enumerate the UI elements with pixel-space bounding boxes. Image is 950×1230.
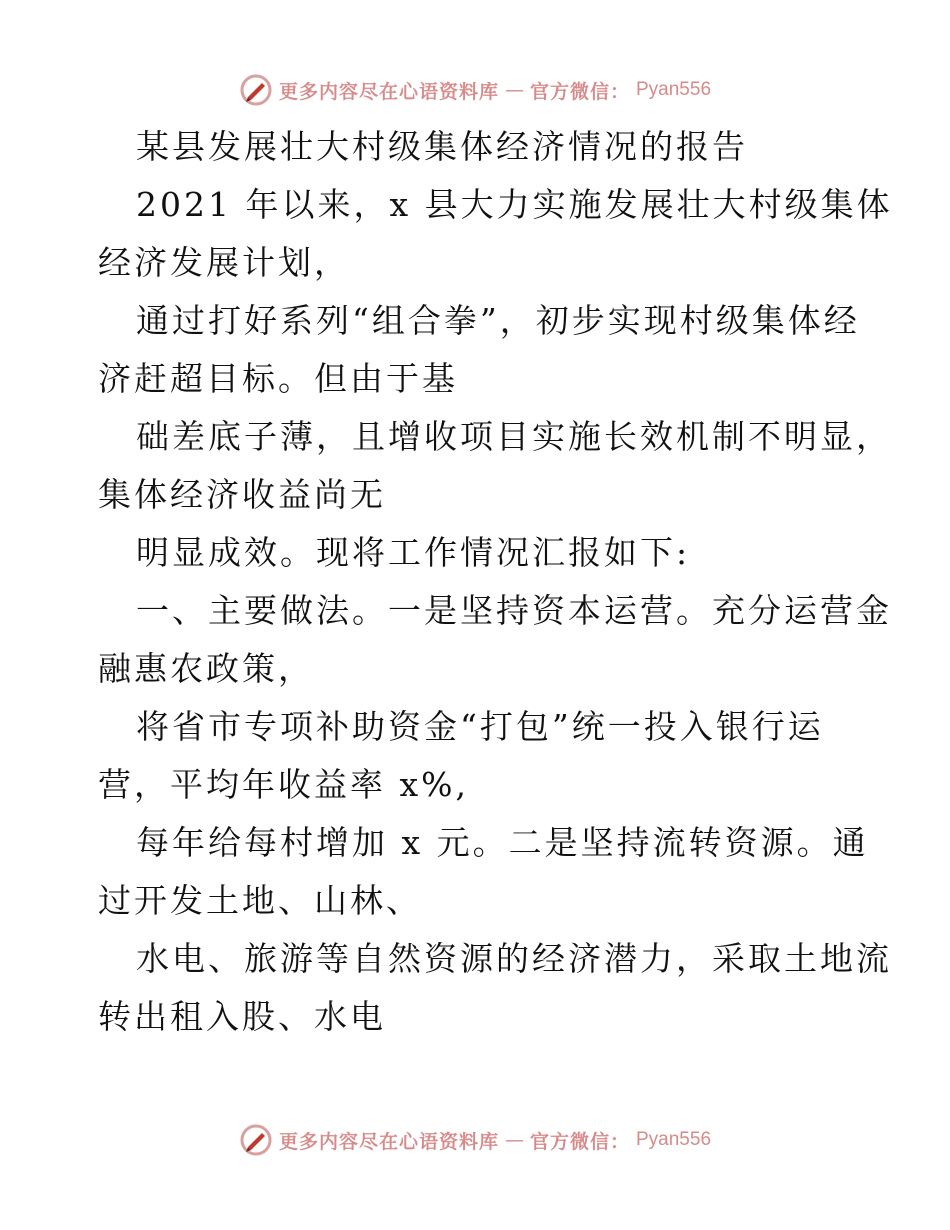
- watermark-dash: —: [504, 1129, 524, 1151]
- paragraph-line: 集体经济收益尚无: [98, 475, 386, 514]
- pen-logo-icon: [239, 1123, 273, 1157]
- header-watermark: [0, 70, 950, 110]
- paragraph-line: 某县发展壮大村级集体经济情况的报告: [136, 127, 748, 166]
- watermark-label: 官方微信：: [529, 1130, 630, 1153]
- footer-watermark: [0, 1120, 950, 1160]
- paragraph-line: 础差底子薄，且增收项目实施长效机制不明显，: [136, 417, 892, 456]
- paragraph-line: 2021 年以来，x 县大力实施发展壮大村级集体: [136, 185, 893, 224]
- watermark-wechat-id: Pyan556: [636, 79, 712, 100]
- paragraph-line: 每年给每村增加 x 元。二是坚持流转资源。通: [136, 823, 869, 862]
- paragraph-line: 过开发土地、山林、: [98, 881, 422, 920]
- watermark-wechat-id: Pyan556: [636, 1129, 712, 1150]
- watermark-site-name: 更多内容尽在心语资料库: [278, 1130, 499, 1153]
- paragraph-line: 经济发展计划，: [98, 243, 350, 282]
- paragraph-line: 一、主要做法。一是坚持资本运营。充分运营金: [136, 591, 892, 630]
- pen-logo-icon: [239, 73, 273, 107]
- document-body: [98, 118, 893, 1046]
- paragraph-line: 水电、旅游等自然资源的经济潜力，采取土地流: [136, 939, 892, 978]
- paragraph-line: 转出租入股、水电: [98, 997, 386, 1036]
- paragraph-line: 济赶超目标。但由于基: [98, 359, 458, 398]
- watermark-dash: —: [504, 79, 524, 101]
- watermark-site-name: 更多内容尽在心语资料库: [278, 80, 499, 103]
- paragraph-line: 通过打好系列“组合拳”，初步实现村级集体经: [136, 301, 860, 340]
- paragraph-line: 融惠农政策，: [98, 649, 314, 688]
- paragraph-line: 营，平均年收益率 x%,: [98, 765, 469, 804]
- paragraph-line: 明显成效。现将工作情况汇报如下:: [136, 533, 691, 572]
- paragraph-line: 将省市专项补助资金“打包”统一投入银行运: [136, 707, 824, 746]
- watermark-label: 官方微信：: [529, 80, 630, 103]
